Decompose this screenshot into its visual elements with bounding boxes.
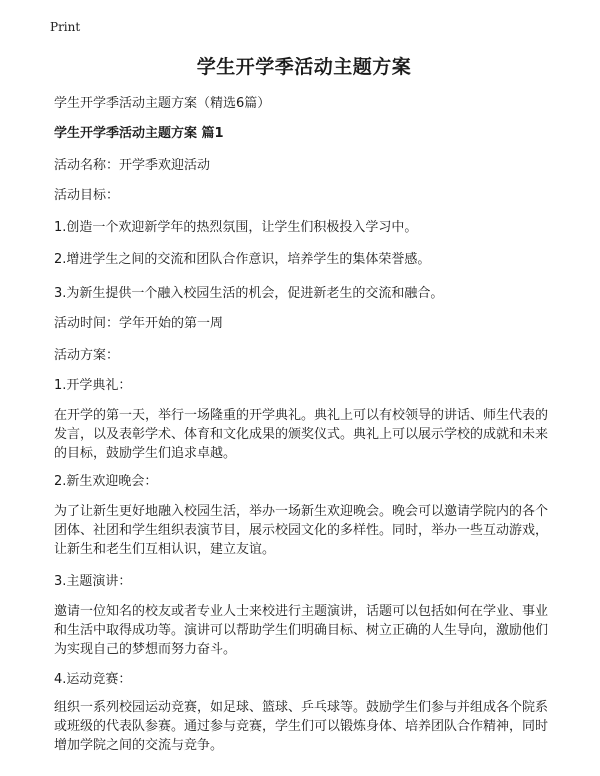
goal-2: 2.增进学生之间的交流和团队合作意识，培养学生的集体荣誉感。 xyxy=(54,252,431,267)
goal-1: 1.创造一个欢迎新学年的热烈氛围，让学生们积极投入学习中。 xyxy=(54,220,418,235)
item-1-heading: 1.开学典礼： xyxy=(54,378,132,393)
document-subtitle: 学生开学季活动主题方案（精选6篇） xyxy=(54,96,271,111)
print-label: Print xyxy=(50,20,81,34)
section-heading: 学生开学季活动主题方案 篇1 xyxy=(54,126,224,141)
document-title: 学生开学季活动主题方案 xyxy=(196,56,412,78)
item-2-body: 为了让新生更好地融入校园生活，举办一场新生欢迎晚会。晚会可以邀请学院内的各个团体、社团和学生组织表演节目，展示校园文化的多样性。同时，举办一些互动游戏，让新生和老生们互相认识，建立友谊。 xyxy=(54,504,549,557)
item-2-heading: 2.新生欢迎晚会： xyxy=(54,474,158,489)
activity-time: 活动时间：学年开始的第一周 xyxy=(54,316,224,331)
item-4-body: 组织一系列校园运动竞赛，如足球、篮球、乒乓球等。鼓励学生们参与并组成各个院系或班级的代表队参赛。通过参与竞赛，学生们可以锻炼身体、培养团队合作精神，同时增加学院之间的交流与竞争。 xyxy=(54,700,549,753)
activity-name: 活动名称：开学季欢迎活动 xyxy=(54,158,211,173)
item-1-body: 在开学的第一天，举行一场隆重的开学典礼。典礼上可以有校领导的讲话、师生代表的发言，以及表彰学术、体育和文化成果的颁奖仪式。典礼上可以展示学校的成就和未来的目标，鼓励学生们追求卓越。 xyxy=(54,408,549,461)
item-3-heading: 3.主题演讲： xyxy=(54,574,132,589)
item-3-body: 邀请一位知名的校友或者专业人士来校进行主题演讲，话题可以包括如何在学业、事业和生活中取得成功等。演讲可以帮助学生们明确目标、树立正确的人生导向，激励他们为实现自己的梦想而努力奋斗。 xyxy=(54,604,549,657)
plan-label: 活动方案： xyxy=(54,348,120,363)
goal-3: 3.为新生提供一个融入校园生活的机会，促进新老生的交流和融合。 xyxy=(54,286,444,301)
goals-label: 活动目标： xyxy=(54,188,120,203)
item-4-heading: 4.运动竞赛： xyxy=(54,672,132,687)
